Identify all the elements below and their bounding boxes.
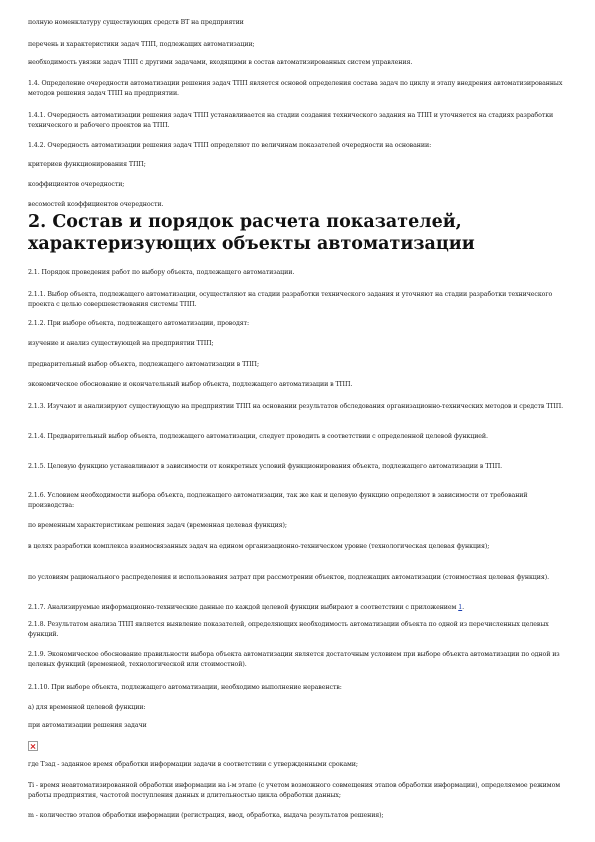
paragraph: перечень и характеристики задач ТПП, подлежащих автоматизации;	[28, 41, 255, 48]
paragraph: экономическое обоснование и окончательный выбор объекта, подлежащего автоматизации в ТПП.	[28, 381, 353, 388]
paragraph: по условиям рационального распределения и использования затрат при рассмотрении объектов, подлежащих автоматизации (стоимостная целевая функция).	[28, 574, 549, 581]
paragraph: полную номенклатуру существующих средств ВТ на предприятии	[28, 19, 244, 26]
paragraph: при автоматизации решения задачи	[28, 722, 147, 729]
paragraph: по временным характеристикам решения задач (временная целевая функция);	[28, 522, 287, 529]
paragraph: 2.1.2. При выборе объекта, подлежащего автоматизации, проводят:	[28, 320, 249, 327]
section-heading: 2. Состав и порядок расчета показателей, характеризующих объекты автоматизации	[28, 212, 475, 254]
paragraph: 2.1.4. Предварительный выбор объекта, подлежащего автоматизации, следует проводить в соответствии с определенной целевой функцией.	[28, 433, 488, 440]
paragraph: коэффициентов очередности;	[28, 181, 125, 188]
paragraph: 2.1.1. Выбор объекта, подлежащего автоматизации, осуществляют на стадии разработки технического задания и уточняют на стадии разработки технического проекта с целью совершенствования системы ТПП.	[28, 291, 553, 308]
paragraph-tail: .	[462, 604, 465, 611]
paragraph: предварительный выбор объекта, подлежащего автоматизации в ТПП;	[28, 361, 259, 368]
paragraph: 1.4.1. Очередность автоматизации решения задач ТПП устанавливается на стадии создания технического задания на ТПП и уточняется на стадиях разработки технического и рабочего проектов на ТПП.	[28, 112, 554, 129]
paragraph: 2.1.10. При выборе объекта, подлежащего автоматизации, необходимо выполнение неравенств:	[28, 684, 342, 691]
paragraph: критериев функционирования ТПП;	[28, 161, 146, 168]
paragraph-text: 2.1.7. Анализируемые информационно-технические данные по каждой целевой функции выбирают в соответствии с приложением	[28, 604, 459, 611]
paragraph: 2.1. Порядок проведения работ по выбору объекта, подлежащего автоматизации.	[28, 269, 295, 276]
paragraph: 2.1.9. Экономическое обоснование правильности выбора объекта автоматизации является достаточным условием при выборе объекта автоматизации по одной из целевых функций (временной, технологической или стоимостной).	[28, 651, 560, 668]
paragraph: необходимость увязки задач ТПП с другими задачами, входящими в состав автоматизированных систем управления.	[28, 59, 413, 66]
paragraph: 2.1.3. Изучают и анализируют существующую на предприятии ТПП на основании результатов обследования организационно-технических методов и средств ТПП.	[28, 403, 564, 410]
broken-image-icon	[28, 741, 38, 751]
paragraph-with-link	[28, 603, 568, 613]
paragraph: 2.1.8. Результатом анализа ТПП является выявление показателей, определяющих необходимость автоматизации объекта по одной из перечисленных целевых функций.	[28, 621, 549, 638]
paragraph: m - количество этапов обработки информации (регистрация, ввод, обработка, выдача результатов решения);	[28, 812, 384, 819]
paragraph: в целях разработки комплекса взаимосвязанных задач на едином организационно-техническом уровне (технологическая целевая функция);	[28, 543, 490, 550]
paragraph: весомостей коэффициентов очередности.	[28, 201, 164, 208]
paragraph: Ti - время неавтоматизированной обработки информации на i-м этапе (с учетом возможного совмещения этапов обработки информации), определяемое режимом работы предприятия, частотой поступления данных и длительностью цикла обработки данных;	[28, 782, 561, 799]
appendix-link[interactable]: 1	[458, 604, 463, 611]
paragraph: 2.1.5. Целевую функцию устанавливают в зависимости от конкретных условий функционирования объекта, подлежащего автоматизации в ТПП.	[28, 463, 502, 470]
paragraph: 1.4. Определение очередности автоматизации решения задач ТПП является основой определения состава задач по циклу и этапу внедрения автоматизированных методов решения задач ТПП на предприятии.	[28, 80, 563, 97]
paragraph: где Тзад - заданное время обработки информации задачи в соответствии с утвержденными сроками;	[28, 761, 358, 768]
paragraph: а) для временной целевой функции:	[28, 704, 146, 711]
paragraph: 2.1.6. Условием необходимости выбора объекта, подлежащего автоматизации, так же как и целевую функцию определяют в зависимости от требований производства:	[28, 492, 528, 509]
paragraph: 1.4.2. Очередность автоматизации решения задач ТПП определяют по величинам показателей очередности на основании:	[28, 142, 432, 149]
paragraph: изучение и анализ существующей на предприятии ТПП;	[28, 340, 214, 347]
